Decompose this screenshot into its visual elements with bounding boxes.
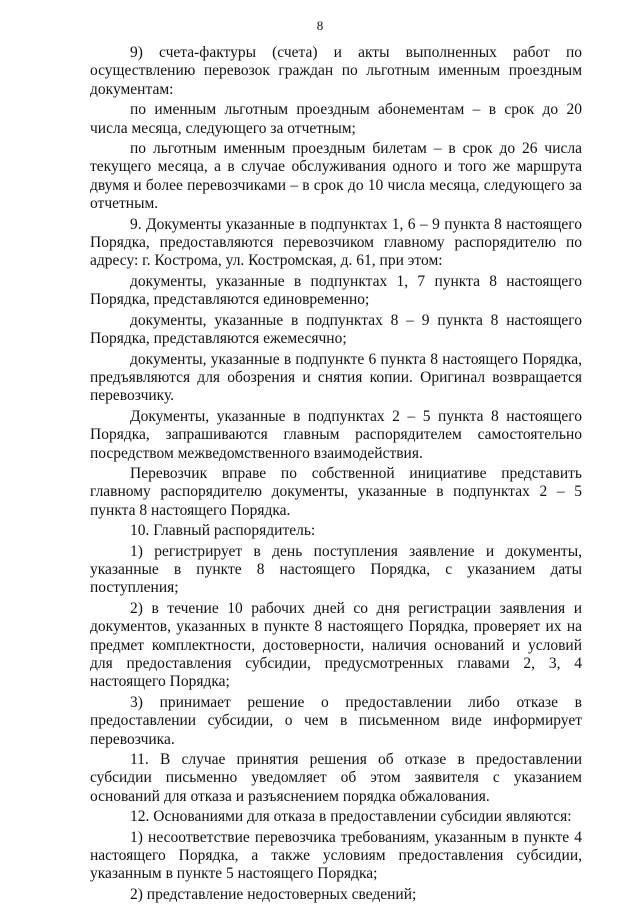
paragraph-tickets: по льготным именным проездным билетам – в срок до 26 числа текущего месяца, а в случае обслуживания одного и того же маршрута двумя и более перевозчиками – в срок до 10 числа месяца, следующего за отчетным. <box>90 140 582 213</box>
paragraph-abonements: по именным льготным проездным абонементам – в срок до 20 числа месяца, следующего за отчетным; <box>90 101 582 137</box>
paragraph-point-12: 12. Основаниями для отказа в предоставлении субсидии являются: <box>130 808 572 826</box>
paragraph-docs-monthly: документы, указанные в подпунктах 8 – 9 пункта 8 настоящего Порядка, представляются ежемесячно; <box>90 311 582 348</box>
paragraph-carrier-initiative: Перевозчик вправе по собственной инициативе представить главному распорядителю документы, указанные в подпунктах 2 – 5 пункта 8 настоящего Порядка. <box>90 464 582 519</box>
paragraph-point-10: 10. Главный распорядитель: <box>130 522 316 540</box>
paragraph-12-1: 1) несоответствие перевозчика требованиям, указанным в пункте 4 настоящего Порядка, а также условиям предоставления субсидии, указанным в пункте 5 настоящего Порядка; <box>90 828 582 883</box>
paragraph-10-1: 1) регистрирует в день поступления заявление и документы, указанные в пункте 8 настоящего Порядка, с указанием даты поступления; <box>90 542 582 597</box>
paragraph-10-3: 3) принимает решение о предоставлении либо отказе в предоставлении субсидии, о чем в письменном виде информирует перевозчика. <box>90 693 582 748</box>
paragraph-point-9: 9. Документы указанные в подпунктах 1, 6 – 9 пункта 8 настоящего Порядка, предоставляются перевозчиком главному распорядителю по адресу: г. Кострома, ул. Костромская, д. 61, при этом: <box>90 215 582 270</box>
paragraph-docs-requested: Документы, указанные в подпунктах 2 – 5 пункта 8 настоящего Порядка, запрашиваются главным распорядителем самостоятельно посредством межведомственного взаимодействия. <box>90 407 582 462</box>
paragraph-9-invoices: 9) счета-фактуры (счета) и акты выполненных работ по осуществлению перевозок граждан по льготным именным проездным документам: <box>90 44 582 98</box>
paragraph-docs-once: документы, указанные в подпунктах 1, 7 пункта 8 настоящего Порядка, представляются единовременно; <box>90 272 582 309</box>
paragraph-point-11: 11. В случае принятия решения об отказе в предоставлении субсидии письменно уведомляет об этом заявителя с указанием оснований для отказа и разъяснением порядка обжалования. <box>90 751 582 805</box>
page-number: 8 <box>316 18 324 33</box>
paragraph-10-2: 2) в течение 10 рабочих дней со дня регистрации заявления и документов, указанных в пункте 8 настоящего Порядка, проверяет их на предмет комплектности, достоверности, наличия оснований и условий для предоставления субсидии, предусмотренных главами 2, 3, 4 настоящего Порядка; <box>90 599 582 691</box>
paragraph-12-2: 2) представление недостоверных сведений; <box>130 885 417 903</box>
paragraph-docs-review: документы, указанные в подпункте 6 пункта 8 настоящего Порядка, предъявляются для обозрения и снятия копии. Оригинал возвращается перевозчику. <box>90 350 582 405</box>
document-body <box>90 44 582 906</box>
